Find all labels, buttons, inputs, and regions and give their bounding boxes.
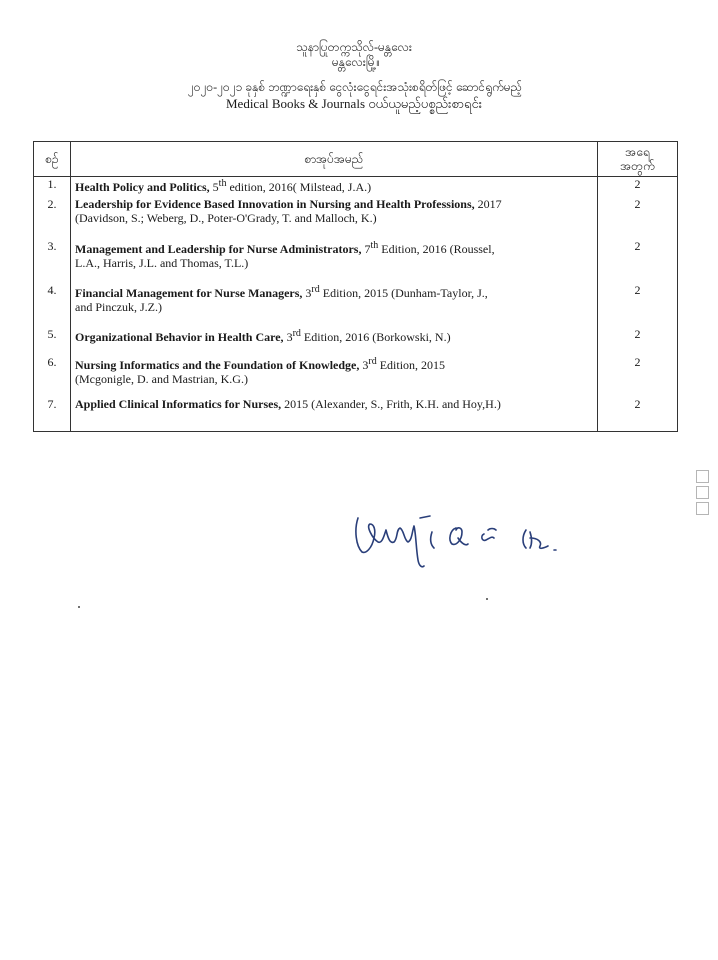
- edition-number: 7: [361, 242, 371, 256]
- header-no: စဉ်: [34, 142, 71, 177]
- row-quantity: 2: [598, 327, 678, 355]
- document-header: [0, 40, 718, 113]
- header-title: စာအုပ်အမည်: [71, 142, 598, 177]
- row-quantity: 2: [598, 283, 678, 327]
- book-entry: [71, 355, 598, 397]
- document-title: Medical Books & Journals ဝယ်ယူမည့်ပစ္စည်းစာရင်း: [225, 96, 483, 111]
- table-row: [34, 397, 678, 432]
- scan-speck: [486, 598, 488, 600]
- book-title: Leadership for Evidence Based Innovation in Nursing and Health Professions,: [75, 197, 475, 211]
- edition-number: 3: [359, 358, 369, 372]
- edition-number: 3: [302, 286, 312, 300]
- table-header-row: [34, 142, 678, 177]
- handwritten-signature: [352, 508, 622, 578]
- book-authors: (Davidson, S.; Weberg, D., Poter-O'Grady, T. and Malloch, K.): [75, 211, 377, 225]
- edition-number: 3: [283, 330, 293, 344]
- row-number: 5.: [34, 327, 71, 355]
- row-number: 4.: [34, 283, 71, 327]
- edition-number: 5: [209, 180, 219, 194]
- book-title: Management and Leadership for Nurse Administrators,: [75, 242, 362, 256]
- book-entry: [71, 177, 598, 198]
- table-row: [34, 239, 678, 283]
- table-row: [34, 327, 678, 355]
- row-quantity: 2: [598, 397, 678, 432]
- book-details: Edition, 2016 (Roussel,: [378, 242, 495, 256]
- scan-marker-boxes: [696, 470, 710, 518]
- book-details: Edition, 2015 (Dunham-Taylor, J.,: [319, 286, 488, 300]
- row-number: 7.: [34, 397, 71, 432]
- book-entry: [71, 197, 598, 239]
- row-quantity: 2: [598, 239, 678, 283]
- book-details: 2015 (Alexander, S., Frith, K.H. and Hoy,H.): [281, 397, 501, 411]
- edition-suffix: rd: [311, 284, 320, 295]
- book-authors: (Mcgonigle, D. and Mastrian, K.G.): [75, 372, 248, 386]
- row-number: 2.: [34, 197, 71, 239]
- university-name: သူနာပြုတက္ကသိုလ်-မန္တလေး: [296, 40, 412, 54]
- city-name: မန္တလေးမြို့။: [331, 55, 381, 69]
- table-row: [34, 283, 678, 327]
- book-title: Nursing Informatics and the Foundation of Knowledge,: [75, 358, 360, 372]
- row-number: 6.: [34, 355, 71, 397]
- edition-suffix: rd: [292, 328, 301, 339]
- header-qty-line2: အတွက်: [620, 159, 655, 173]
- row-number: 3.: [34, 239, 71, 283]
- book-authors: and Pinczuk, J.Z.): [75, 300, 162, 314]
- book-details: Edition, 2016 (Borkowski, N.): [300, 330, 451, 344]
- book-title: Applied Clinical Informatics for Nurses,: [75, 397, 282, 411]
- book-title: Health Policy and Politics,: [75, 180, 210, 194]
- scan-marker-box: [696, 486, 709, 499]
- budget-year-line: ၂၀၂၀-၂၀၂၁ ခုနှစ် ဘဏ္ဍာရေးနှစ် ငွေလုံးငွေရင်းအသုံးစရိတ်ဖြင့် ဆောင်ရွက်မည့်: [187, 80, 523, 94]
- row-number: 1.: [34, 177, 71, 198]
- edition-suffix: th: [218, 178, 227, 189]
- table-row: [34, 197, 678, 239]
- book-entry: [71, 327, 598, 355]
- table-row: [34, 355, 678, 397]
- books-table: [33, 141, 678, 432]
- scan-marker-box: [696, 502, 709, 515]
- table-row: [34, 177, 678, 198]
- edition-suffix: rd: [368, 356, 377, 367]
- book-title: Organizational Behavior in Health Care,: [75, 330, 284, 344]
- book-details: 2017: [474, 197, 502, 211]
- row-quantity: 2: [598, 197, 678, 239]
- scan-marker-box: [696, 470, 709, 483]
- row-quantity: 2: [598, 355, 678, 397]
- book-authors: L.A., Harris, J.L. and Thomas, T.L.): [75, 256, 249, 270]
- book-details: edition, 2016( Milstead, J.A.): [226, 180, 372, 194]
- book-entry: [71, 283, 598, 327]
- header-qty: [598, 142, 678, 177]
- book-title: Financial Management for Nurse Managers,: [75, 286, 303, 300]
- book-details: Edition, 2015: [376, 358, 446, 372]
- row-quantity: 2: [598, 177, 678, 198]
- edition-suffix: th: [370, 240, 379, 251]
- header-qty-line1: အရေ: [625, 145, 650, 159]
- book-entry: [71, 239, 598, 283]
- book-entry: [71, 397, 598, 432]
- scan-speck: [78, 606, 80, 608]
